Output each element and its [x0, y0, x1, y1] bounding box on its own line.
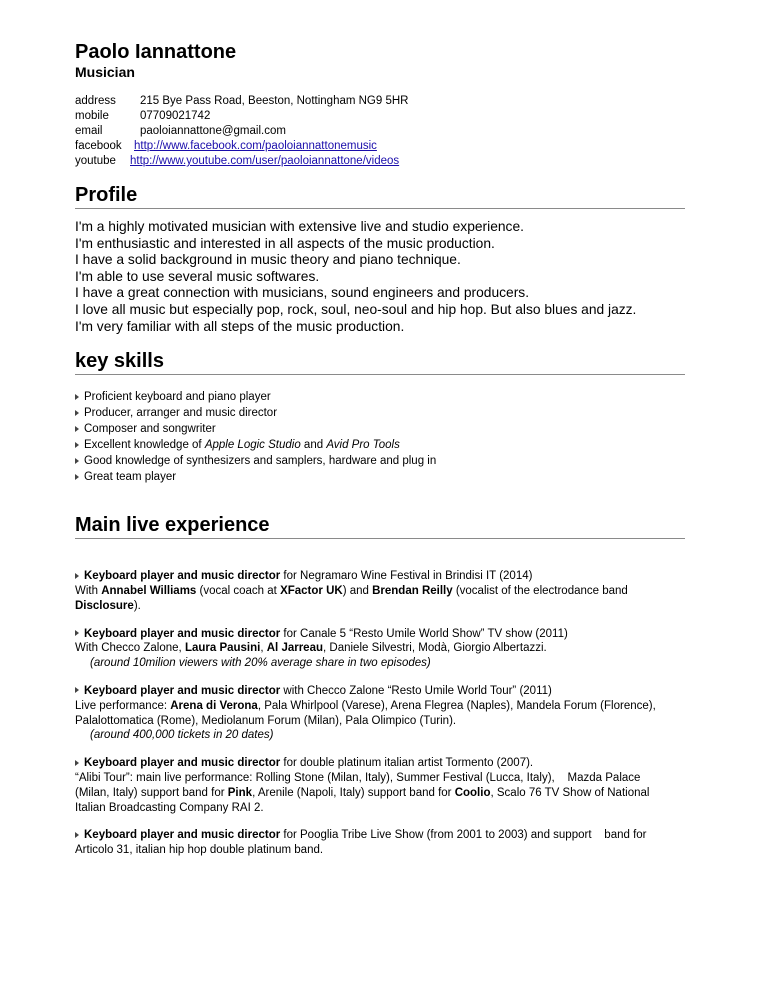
experience-entry	[75, 569, 685, 613]
experience-heading: Main live experience	[75, 513, 685, 539]
skill-software-logic: Apple Logic Studio	[204, 439, 301, 452]
skill-text: Proficient keyboard and piano player	[84, 391, 271, 404]
entry-text: , Scalo 76 TV Show of National	[490, 786, 650, 799]
entry-bold: Annabel Williams	[101, 584, 197, 597]
entry-text: ) and	[342, 584, 373, 597]
experience-entry	[75, 684, 685, 743]
entry-line	[75, 599, 685, 614]
entry-bold: Pink	[227, 786, 253, 799]
facebook-label: facebook	[75, 140, 122, 152]
skill-item	[75, 405, 685, 421]
entry-text: with Checco Zalone “Resto Umile World Tour” (2011)	[280, 684, 552, 697]
entry-text: for Negramaro Wine Festival in Brindisi IT (2014)	[280, 570, 533, 583]
entry-note: (around 10milion viewers with 20% average share in two episodes)	[90, 657, 431, 670]
experience-section	[75, 513, 685, 858]
entry-role: Keyboard player and music director	[84, 829, 281, 842]
entry-line	[75, 584, 685, 599]
entry-text: ,	[260, 642, 267, 655]
skills-section	[75, 349, 685, 485]
contact-address-row	[75, 94, 685, 109]
experience-entry	[75, 756, 685, 815]
skill-item	[75, 389, 685, 405]
profile-line: I'm able to use several music softwares.	[75, 268, 320, 284]
contact-block	[75, 94, 685, 169]
entry-text: With	[75, 584, 102, 597]
bullet-arrow-icon	[75, 832, 79, 838]
entry-role: Keyboard player and music director	[84, 570, 281, 583]
entry-bold: Arena di Verona	[170, 699, 258, 712]
entry-line	[75, 641, 685, 656]
youtube-link[interactable]: http://www.youtube.com/user/paoloiannattone/videos	[130, 155, 400, 167]
entry-text: (vocal coach at	[196, 584, 281, 597]
entry-text: , Pala Whirlpool (Varese), Arena Flegrea (Naples), Mandela Forum (Florence),	[257, 699, 656, 712]
profile-line: I'm very familiar with all steps of the music production.	[75, 318, 405, 334]
entry-bold: Laura Pausini	[184, 642, 261, 655]
bullet-arrow-icon	[75, 687, 79, 693]
entry-text: ).	[133, 599, 141, 612]
bullet-arrow-icon	[75, 630, 79, 636]
contact-youtube-row	[75, 154, 685, 169]
entry-role: Keyboard player and music director	[84, 627, 281, 640]
entry-bold: Disclosure	[75, 599, 134, 612]
bullet-arrow-icon	[75, 760, 79, 766]
entry-text: With Checco Zalone,	[75, 642, 185, 655]
mobile-value: 07709021742	[140, 110, 211, 122]
skill-item	[75, 421, 685, 437]
contact-email-row	[75, 124, 685, 139]
experience-entry	[75, 828, 685, 858]
entry-text: , Daniele Silvestri, Modà, Giorgio Albertazzi.	[323, 642, 547, 655]
profile-section	[75, 183, 685, 335]
skill-text: Composer and songwriter	[84, 423, 216, 436]
entry-bold: Al Jarreau	[266, 642, 324, 655]
skills-heading: key skills	[75, 349, 685, 375]
entry-text: , Arenile (Napoli, Italy) support band for	[252, 786, 455, 799]
skills-list	[75, 389, 685, 485]
profile-heading: Profile	[75, 183, 685, 209]
entry-text: Live performance:	[75, 699, 171, 712]
entry-note: (around 400,000 tickets in 20 dates)	[90, 729, 274, 742]
entry-text: for double platinum italian artist Tormento (2007).	[280, 757, 534, 770]
bullet-arrow-icon	[75, 394, 79, 400]
resume-page	[75, 40, 685, 858]
bullet-arrow-icon	[75, 442, 79, 448]
skill-text: and	[300, 439, 327, 452]
entry-line: Italian Broadcasting Company RAI 2.	[75, 801, 264, 814]
entry-text: for Canale 5 “Resto Umile World Show” TV show (2011)	[280, 627, 568, 640]
entry-line	[75, 786, 685, 801]
profile-line: I have a solid background in music theory and piano technique.	[75, 252, 461, 268]
entry-role: Keyboard player and music director	[84, 684, 281, 697]
mobile-label: mobile	[75, 110, 109, 122]
bullet-arrow-icon	[75, 474, 79, 480]
address-label: address	[75, 95, 116, 107]
contact-mobile-row	[75, 109, 685, 124]
bullet-arrow-icon	[75, 458, 79, 464]
bullet-arrow-icon	[75, 410, 79, 416]
email-label: email	[75, 125, 103, 137]
skill-text: Producer, arranger and music director	[84, 407, 278, 420]
bullet-arrow-icon	[75, 573, 79, 579]
skill-text: Great team player	[84, 471, 177, 484]
entry-text: (Milan, Italy) support band for	[75, 786, 228, 799]
profile-line: I have a great connection with musicians, sound engineers and producers.	[75, 285, 530, 301]
profile-text	[75, 219, 685, 335]
person-name: Paolo Iannattone	[75, 41, 237, 63]
entry-text: for Pooglia Tribe Live Show (from 2001 to 2003) and support band for	[280, 829, 647, 842]
entry-bold: Brendan Reilly	[372, 584, 453, 597]
entry-line: Articolo 31, italian hip hop double platinum band.	[75, 844, 324, 857]
entry-line	[75, 684, 685, 699]
entry-text: (vocalist of the electrodance band	[452, 584, 628, 597]
address-value: 215 Bye Pass Road, Beeston, Nottingham NG9 5HR	[140, 95, 409, 107]
skill-text: Excellent knowledge of	[84, 439, 205, 452]
email-value: paoloiannattone@gmail.com	[140, 125, 286, 137]
contact-facebook-row	[75, 139, 685, 154]
entry-line	[75, 569, 685, 584]
experience-entry	[75, 627, 685, 671]
profile-line: I love all music but especially pop, rock, soul, neo-soul and hip hop. But also blues and jazz.	[75, 301, 637, 317]
profile-line: I'm enthusiastic and interested in all aspects of the music production.	[75, 235, 495, 251]
entry-line	[75, 627, 685, 642]
youtube-label: youtube	[75, 155, 116, 167]
person-role: Musician	[75, 64, 135, 80]
facebook-link[interactable]: http://www.facebook.com/paoloiannattonemusic	[134, 140, 377, 152]
entry-bold: XFactor UK	[280, 584, 343, 597]
experience-list	[75, 569, 685, 858]
entry-role: Keyboard player and music director	[84, 757, 281, 770]
skill-item	[75, 469, 685, 485]
entry-line	[75, 756, 685, 771]
skill-item	[75, 437, 685, 453]
entry-line: Palalottomatica (Rome), Mediolanum Forum (Milan), Pala Olimpico (Turin).	[75, 714, 457, 727]
skill-software-protools: Avid Pro Tools	[326, 439, 400, 452]
entry-line	[75, 699, 685, 714]
entry-line: “Alibi Tour”: main live performance: Rolling Stone (Milan, Italy), Summer Festival (Lucca, Italy), Mazda Palace	[75, 771, 641, 784]
entry-line	[75, 828, 685, 843]
entry-bold: Coolio	[454, 786, 491, 799]
skill-item	[75, 453, 685, 469]
profile-line: I'm a highly motivated musician with extensive live and studio experience.	[75, 219, 524, 234]
bullet-arrow-icon	[75, 426, 79, 432]
skill-text: Good knowledge of synthesizers and samplers, hardware and plug in	[84, 455, 437, 468]
